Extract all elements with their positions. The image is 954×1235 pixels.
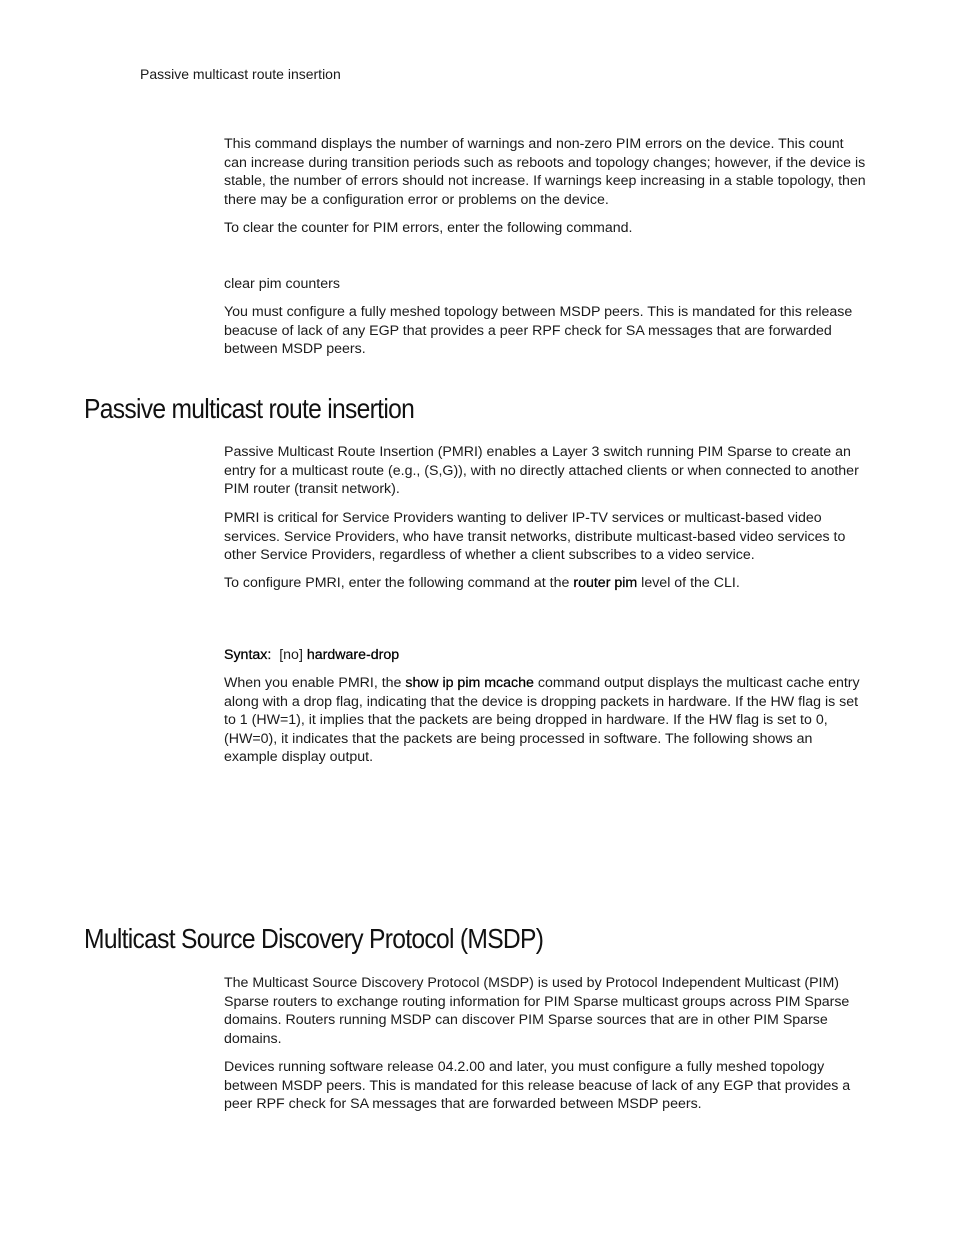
pmri-mcache-text (224, 674, 869, 767)
syntax-label: Syntax: (224, 647, 272, 663)
intro-text: You must configure a fully meshed topology between MSDP peers. This is mandated for this release beacuse of lack of any EGP that provides a peer RPF check for SA messages that are forwarded between MSDP peers. (224, 304, 853, 358)
pmri-configure-text (224, 574, 869, 593)
show-ip-pim-mcache-keyword: show ip pim mcache (405, 675, 534, 691)
msdp-text: Devices running software release 04.2.00 and later, you must configure a fully meshed topology between MSDP peers. This is mandated for this release beacuse of lack of any EGP that provides a peer RPF check for SA messages that are forwarded between MSDP peers. (224, 1059, 851, 1113)
section-heading-pmri: Passive multicast route insertion (84, 393, 415, 424)
intro-paragraph-errors (224, 135, 869, 209)
msdp-text: The Multicast Source Discovery Protocol (MSDP) is used by Protocol Independent Multicast (PIM) Sparse routers to exchange routing information for PIM Sparse multicast groups across PIM Sparse domains. Routers running MSDP can discover PIM Sparse sources that are in other PIM Sparse domains. (224, 975, 850, 1047)
syntax-line (224, 646, 869, 665)
syntax-keyword: hardware-drop (306, 647, 400, 663)
syntax-no-option: [no] (279, 647, 303, 663)
pmri-paragraph-mcache (224, 674, 869, 767)
pmri-configure-text-before: To configure PMRI, enter the following command at the (224, 575, 574, 591)
command-example (224, 275, 869, 294)
pmri-mcache-text-after: command output displays the multicast cache entry along with a drop flag, indicating that the device is dropping packets in hardware. If the HW flag is set to 1 (HW=1), it implies that the packets are being dropped in hardware. If the HW flag is set to 0, (HW=0), it indicates that the packets are being processed in software. The following shows an example display output. (224, 675, 860, 766)
syntax-text (224, 646, 869, 665)
router-pim-keyword: router pim (573, 575, 638, 591)
pmri-configure-text-after: level of the CLI. (637, 575, 740, 591)
pmri-paragraph-configure (224, 574, 869, 593)
msdp-paragraph-release (224, 1058, 869, 1114)
pmri-paragraph-providers (224, 509, 869, 565)
intro-text: This command displays the number of warnings and non-zero PIM errors on the device. This count can increase during transition periods such as reboots and topology changes; however, if the device is stable, the number of errors should not increase. If warnings keep increasing in a stable topology, then there may be a configuration error or problems on the device. (224, 136, 866, 208)
running-header: Passive multicast route insertion (140, 66, 341, 82)
pmri-paragraph-intro (224, 443, 869, 499)
command-text: clear pim counters (224, 276, 340, 292)
section-heading-msdp: Multicast Source Discovery Protocol (MSDP) (84, 923, 544, 954)
pmri-mcache-text-before: When you enable PMRI, the (224, 675, 406, 691)
pmri-text: PMRI is critical for Service Providers wanting to deliver IP-TV services or multicast-based video services. Service Providers, who have transit networks, distribute multicast-based video services to other Service Providers, regardless of whether a client subscribes to a video service. (224, 510, 846, 564)
intro-paragraph-msdp-note (224, 303, 869, 359)
intro-text: To clear the counter for PIM errors, enter the following command. (224, 220, 633, 236)
pmri-text: Passive Multicast Route Insertion (PMRI) enables a Layer 3 switch running PIM Sparse to create an entry for a multicast route (e.g., (S,G)), with no directly attached clients or when connected to another PIM router (transit network). (224, 444, 859, 498)
msdp-paragraph-intro (224, 974, 869, 1048)
intro-paragraph-clear (224, 219, 869, 238)
